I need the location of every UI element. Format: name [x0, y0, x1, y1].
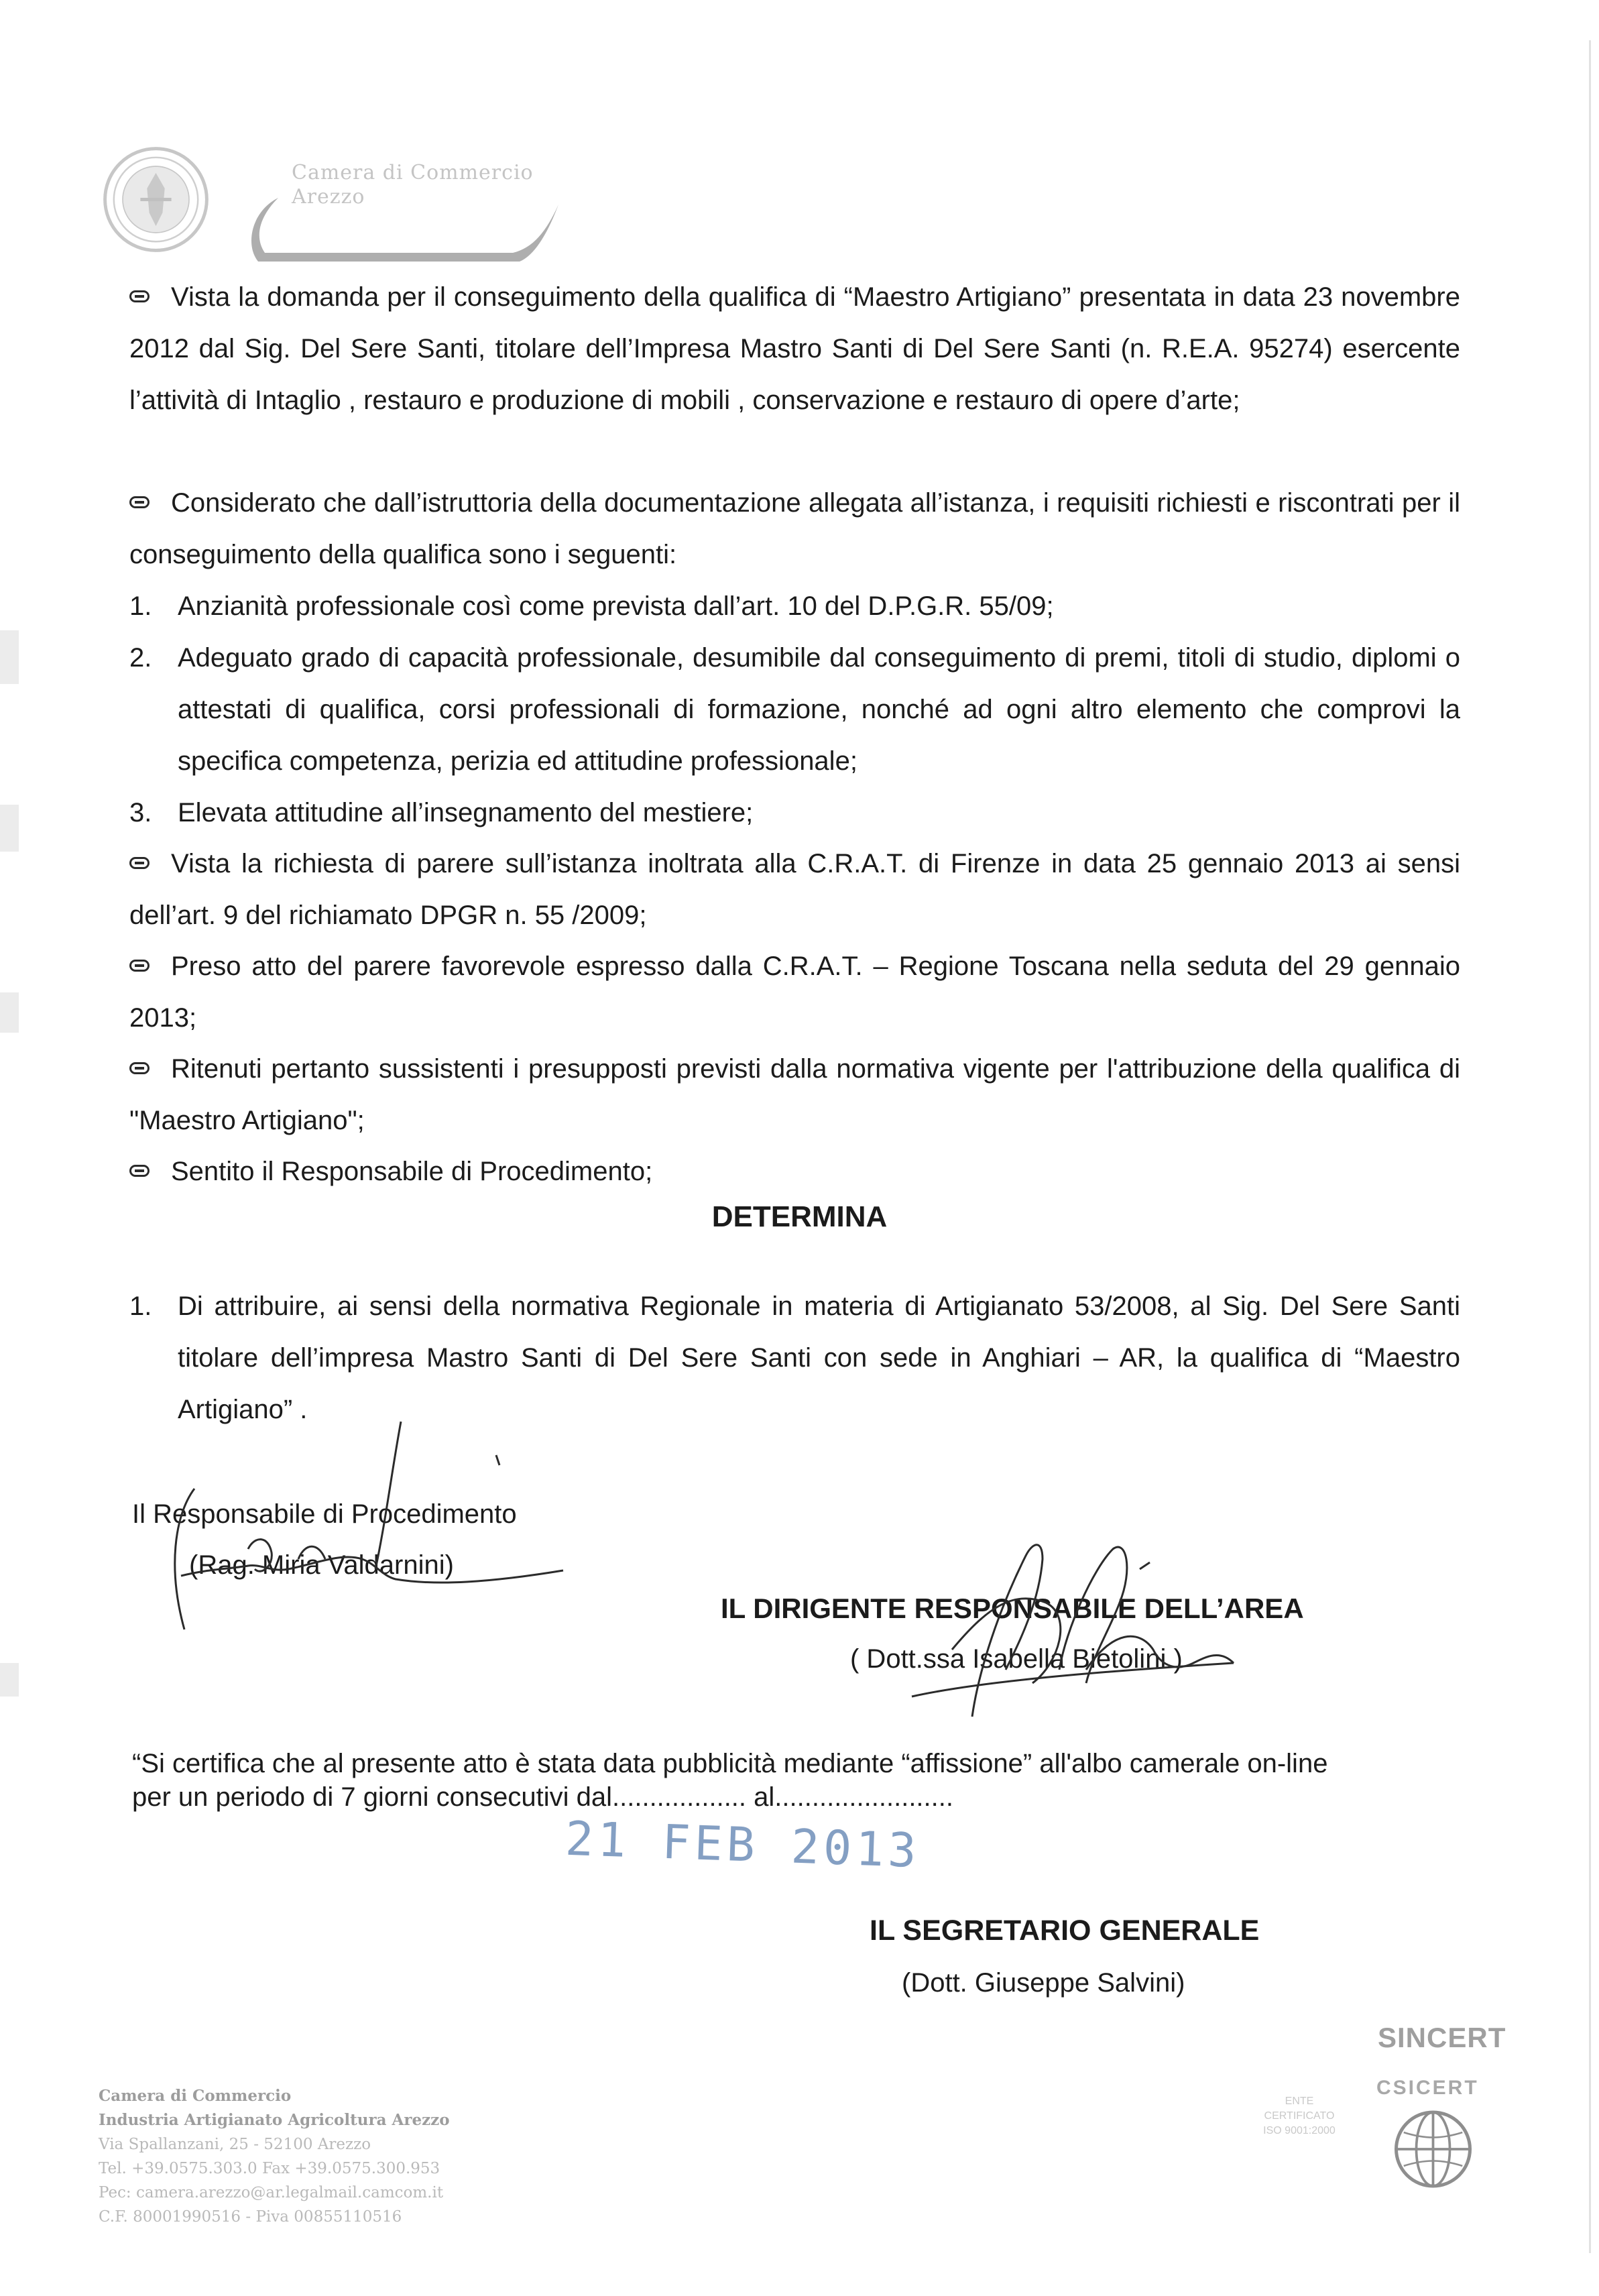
csicert-mark: CSICERT	[1376, 2077, 1479, 2099]
keyboard-bullet-icon	[129, 1165, 150, 1177]
footer-line: Via Spallanzani, 25 - 52100 Arezzo	[99, 2136, 371, 2153]
list-item	[129, 581, 1460, 632]
keyboard-bullet-icon	[129, 496, 150, 508]
footer-line: Camera di Commercio	[99, 2087, 292, 2105]
premise-text: Sentito il Responsabile di Procedimento;	[171, 1157, 653, 1186]
sincert-mark: SINCERT	[1378, 2022, 1506, 2053]
premise-paragraph	[129, 272, 1460, 426]
certification-line: “Si certifica che al presente atto è stata data pubblicità mediante “affissione” all'albo camerale on-line	[132, 1749, 1328, 1778]
dirigente-name: ( Dott.ssa Isabella Bietolini )	[850, 1644, 1183, 1674]
footer-line: Pec: camera.arezzo@ar.legalmail.camcom.it	[99, 2184, 444, 2201]
list-number: 3.	[129, 798, 152, 827]
determina-list	[129, 1281, 1460, 1436]
footer-line: Tel. +39.0575.303.0 Fax +39.0575.300.953	[99, 2160, 440, 2177]
list-number: 2.	[129, 643, 152, 673]
premise-paragraph	[129, 477, 1460, 581]
responsabile-block	[132, 1489, 517, 1591]
ente-certificato-mark	[1259, 2094, 1340, 2138]
premise-text: Vista la domanda per il conseguimento della qualifica di “Maestro Artigiano” presentata in data 23 novembre 2012 dal Sig. Del Sere Santi, titolare dell’Impresa Mastro Santi di Del Sere Santi (n. R.E.A. 95274) esercente l’attività di Intaglio , restauro e produzione di mobili , conservazione e restauro di opere d’arte;	[129, 282, 1460, 415]
secretary-name: (Dott. Giuseppe Salvini)	[902, 1968, 1185, 1998]
scan-edge	[1589, 40, 1591, 2253]
premise-text: Vista la richiesta di parere sull’istanza inoltrata alla C.R.A.T. di Firenze in data 25 gennaio 2013 ai sensi dell’art. 9 del richiamato DPGR n. 55 /2009;	[129, 849, 1460, 930]
scan-artifact	[0, 1663, 19, 1697]
secretary-title: IL SEGRETARIO GENERALE	[870, 1914, 1260, 1947]
list-text: Di attribuire, ai sensi della normativa Regionale in materia di Artigianato 53/2008, al Sig. Del Sere Santi titolare dell’impresa Mastro Santi di Del Sere Santi con sede in Anghiari – AR, la qualifica di “Maestro Artigiano” .	[178, 1292, 1460, 1424]
premise-text: Preso atto del parere favorevole espresso dalla C.R.A.T. – Regione Toscana nella seduta del 29 gennaio 2013;	[129, 952, 1460, 1033]
list-number: 1.	[129, 591, 152, 621]
list-item	[129, 1281, 1460, 1436]
premise-paragraph	[129, 1146, 1460, 1198]
scan-artifact	[0, 805, 19, 852]
ente-line: CERTIFICATO	[1264, 2110, 1335, 2122]
ente-line: ENTE	[1285, 2096, 1314, 2107]
scan-artifact	[0, 630, 19, 684]
keyboard-bullet-icon	[129, 1062, 150, 1074]
header-org-line2: Arezzo	[292, 185, 365, 209]
premise-paragraph	[129, 1043, 1460, 1147]
footer-address	[99, 2084, 450, 2229]
list-text: Adeguato grado di capacità professionale, desumibile dal conseguimento di premi, titoli di studio, diplomi o attestati di qualifica, corsi professionali di formazione, nonché ad ogni altro elemento che comprovi la specifica competenza, perizia ed attitudine professionale;	[178, 643, 1460, 776]
list-text: Anzianità professionale così come prevista dall’art. 10 del D.P.G.R. 55/09;	[178, 591, 1054, 621]
header-org-line1: Camera di Commercio	[292, 161, 534, 184]
determina-heading: DETERMINA	[711, 1200, 888, 1233]
keyboard-bullet-icon	[129, 857, 150, 869]
ente-line: ISO 9001:2000	[1263, 2125, 1336, 2136]
list-text: Elevata attitudine all’insegnamento del mestiere;	[178, 798, 754, 827]
premise-paragraph	[129, 941, 1460, 1044]
keyboard-bullet-icon	[129, 290, 150, 302]
scan-artifact	[0, 992, 19, 1033]
requirements-list	[129, 581, 1460, 839]
footer-line: Industria Artigianato Agricoltura Arezzo	[99, 2111, 450, 2129]
list-item	[129, 632, 1460, 787]
certification-globe-icon	[1391, 2106, 1475, 2193]
premise-text: Ritenuti pertanto sussistenti i presupposti previsti dalla normativa vigente per l'attribuzione della qualifica di "Maestro Artigiano";	[129, 1054, 1460, 1135]
header-swoosh-logo	[238, 191, 560, 272]
footer-line: C.F. 80001990516 - Piva 00855110516	[99, 2208, 402, 2226]
keyboard-bullet-icon	[129, 960, 150, 972]
dirigente-title: IL DIRIGENTE RESPONSABILE DELL’AREA	[721, 1593, 1304, 1624]
chamber-seal-icon	[101, 144, 211, 255]
responsabile-title: Il Responsabile di Procedimento	[132, 1499, 517, 1529]
date-stamp: 21 FEB 2013	[564, 1811, 921, 1879]
list-number: 1.	[129, 1292, 152, 1321]
premise-text: Considerato che dall’istruttoria della documentazione allegata all’istanza, i requisiti richiesti e riscontrati per il conseguimento della qualifica sono i seguenti:	[129, 488, 1460, 569]
certification-line: per un periodo di 7 giorni consecutivi dal.................. al........................	[132, 1782, 953, 1812]
list-item	[129, 787, 1460, 839]
responsabile-name: (Rag. Miria Valdarnini)	[189, 1550, 454, 1580]
dirigente-handwritten-signature	[872, 1529, 1247, 1723]
publication-certification	[132, 1747, 1466, 1814]
premise-paragraph	[129, 838, 1460, 941]
